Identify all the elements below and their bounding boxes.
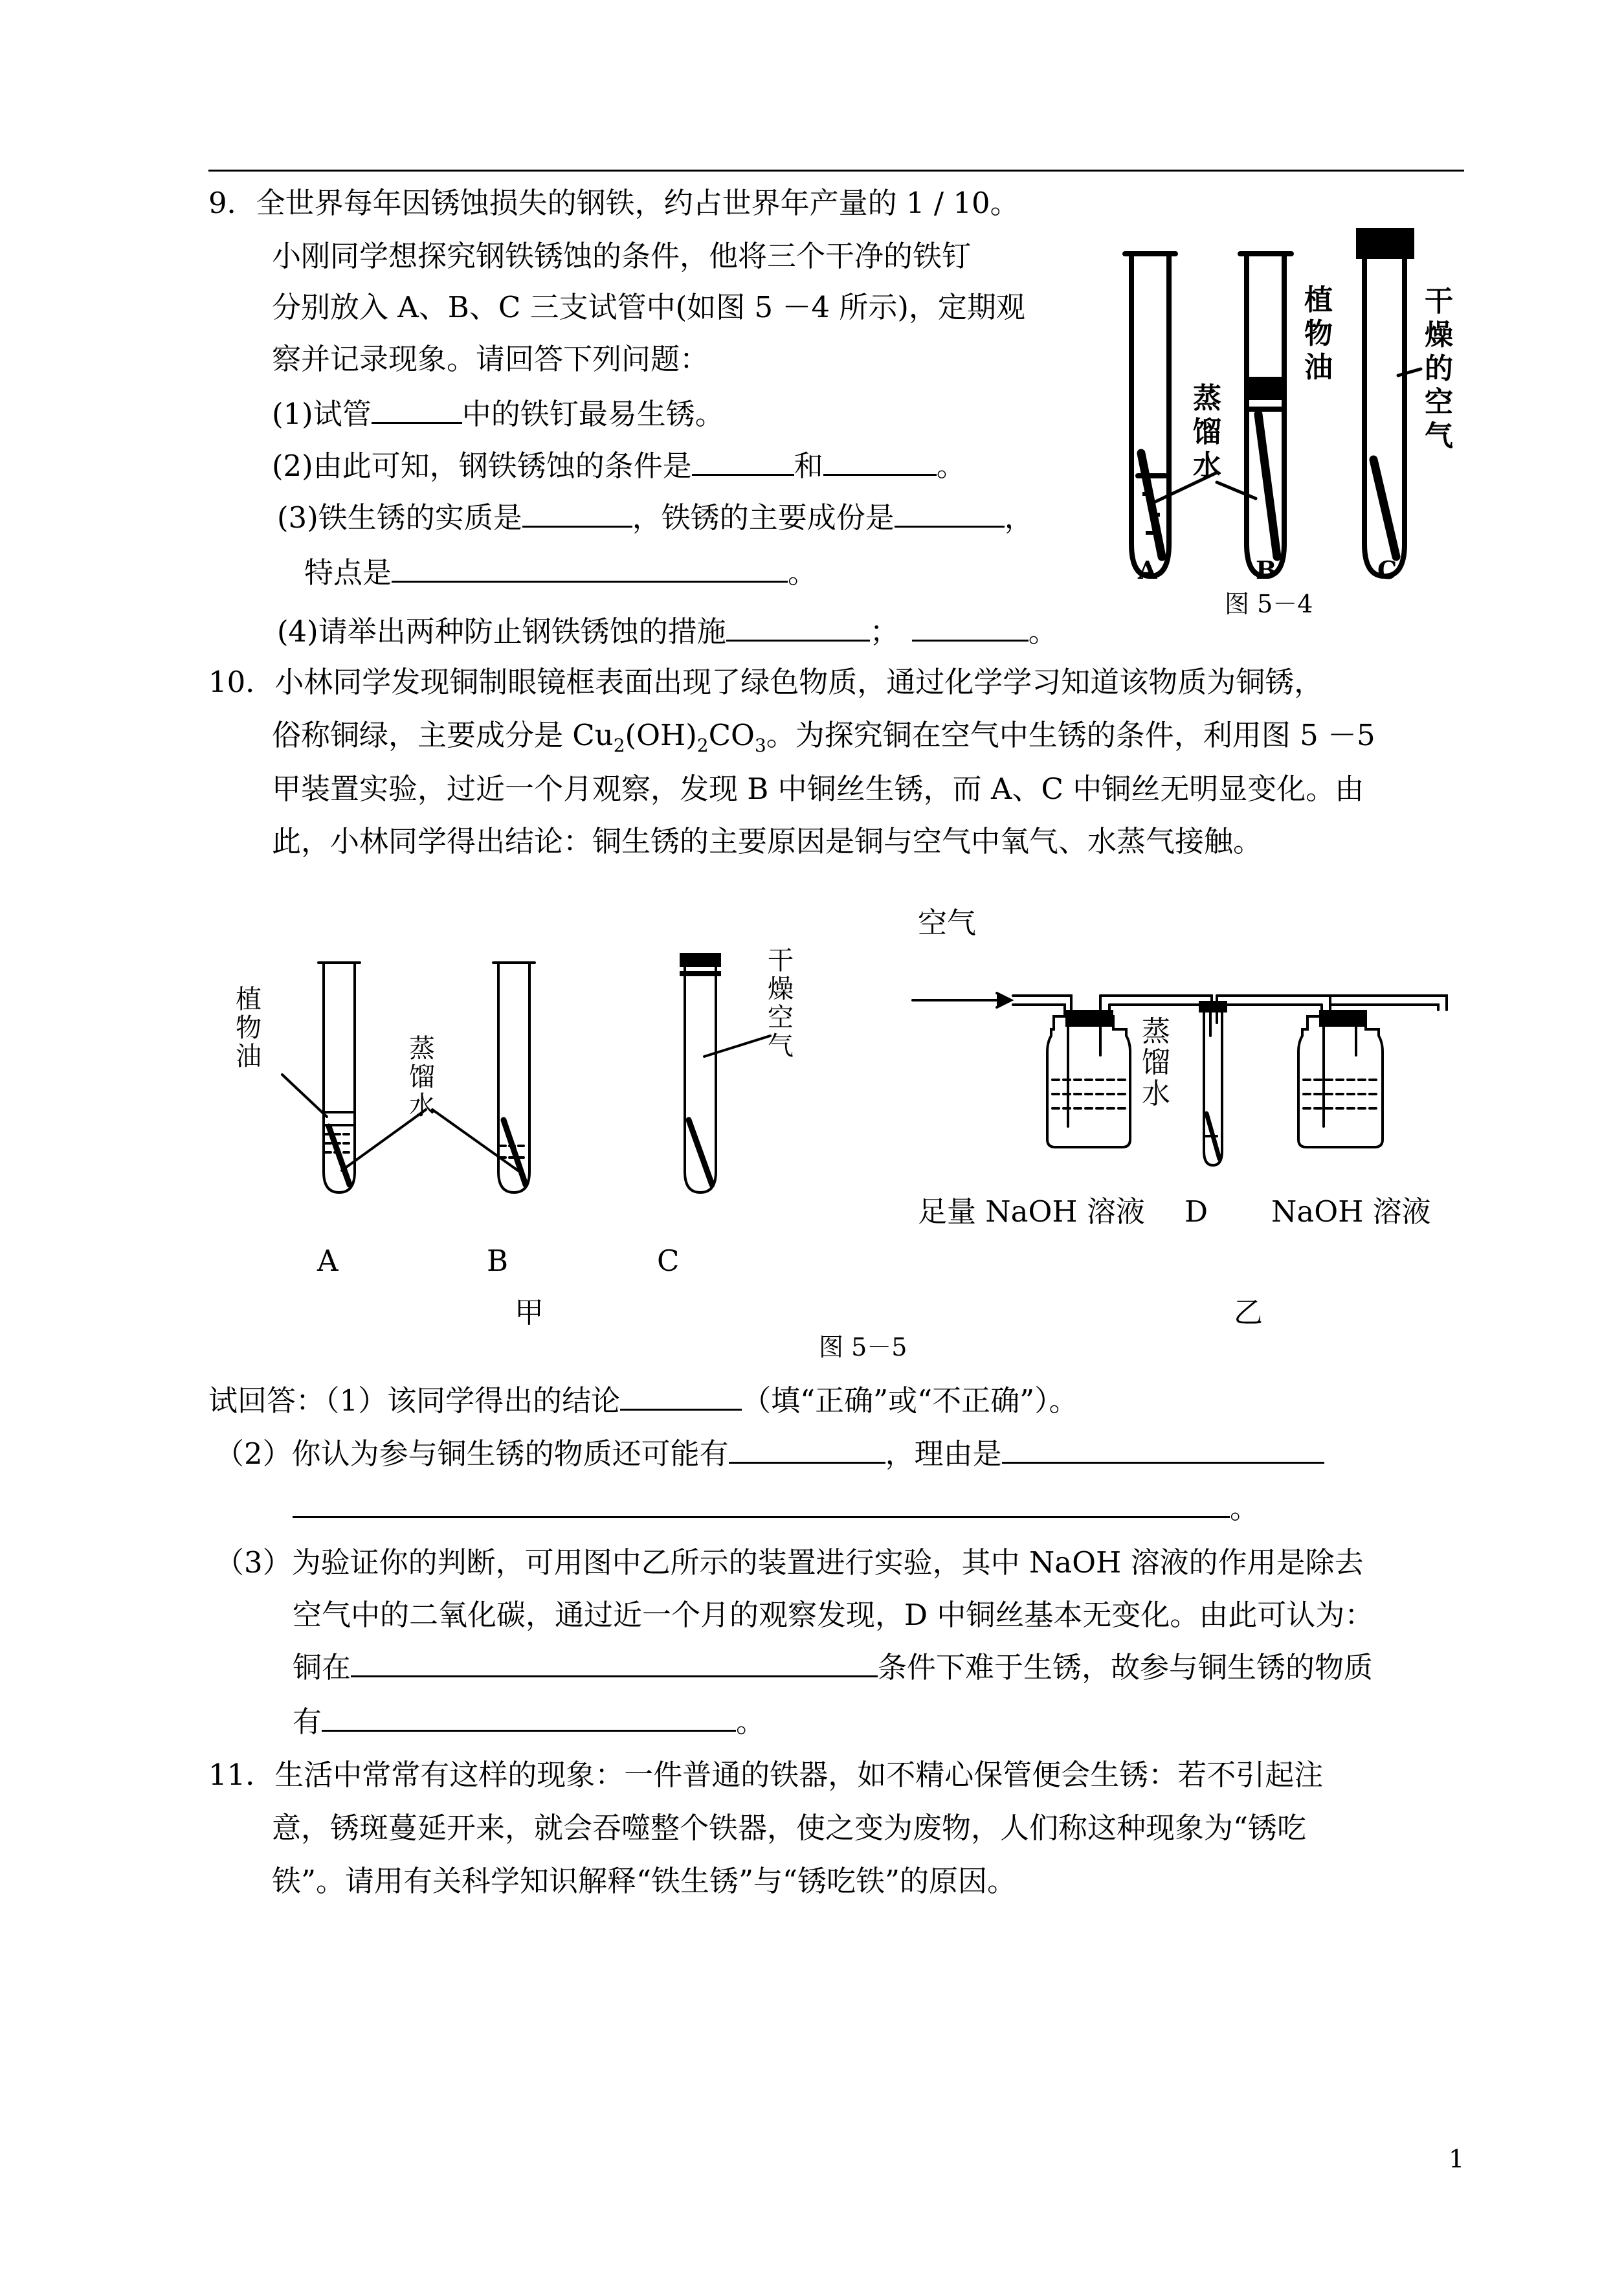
q9-stem: 9．全世界每年因锈蚀损失的钢铁，约占世界年产量的 1 / 10。 <box>208 186 1019 220</box>
q10-a2-blank2[interactable] <box>1002 1436 1324 1464</box>
q9-label-dry: 干燥的空气 <box>1425 285 1453 453</box>
q9-p4-prefix: (4)请举出两种防止钢铁锈蚀的措施 <box>277 614 726 649</box>
q10-a2-prefix: （2）你认为参与铜生锈的物质还可能有 <box>215 1437 729 1471</box>
fig55-group-yi: 乙 <box>1234 1295 1263 1330</box>
fig55-bottle-1-stopper <box>1065 1010 1113 1027</box>
q9-line3: 察并记录现象。请回答下列问题： <box>272 342 709 376</box>
q10-line4: 此，小林同学得出结论：铜生锈的主要原因是铜与空气中氧气、水蒸气接触。 <box>272 824 1263 858</box>
fig55-tube-c-label: C <box>657 1244 680 1278</box>
q11-line1: 11．生活中常常有这样的现象：一件普通的铁器，如不精心保管便会生锈：若不引起注 <box>208 1758 1324 1792</box>
fig55-tube-d-stopper <box>1199 1001 1227 1012</box>
q10-l2-a: 俗称铜绿，主要成分是 Cu <box>272 718 614 752</box>
q10-ans2 <box>215 1435 1324 1473</box>
q10-a3-blank1[interactable] <box>351 1650 878 1677</box>
fig55-tube-a-label: A <box>317 1244 339 1278</box>
q11-line3: 铁”。请用有关科学知识解释“铁生锈”与“锈吃铁”的原因。 <box>272 1864 1017 1898</box>
fig55-tube-c-stopper <box>680 953 721 967</box>
q9-p3-feature-label: 特点是 <box>304 555 392 590</box>
q9-tube-a-label: A <box>1138 555 1157 585</box>
q10-a3-prefix: 铜在 <box>293 1650 351 1684</box>
fig55-label-water-2: 蒸馏水 <box>1142 1015 1170 1110</box>
fig55-inlet-pipe-bottom <box>1013 1005 1065 1016</box>
q9-label-oil: 植物油 <box>1304 284 1333 384</box>
q9-p3-feature-end: 。 <box>788 555 818 590</box>
fig55-naoh: NaOH 溶液 <box>1271 1194 1431 1229</box>
fig55-bottle-2-stopper <box>1319 1010 1367 1027</box>
q10-line1: 10．小林同学发现铜制眼镜框表面出现了绿色物质，通过化学学习知道该物质为铜锈， <box>208 665 1324 699</box>
fig55-air-label: 空气 <box>918 906 977 940</box>
q10-a3-have: 有 <box>293 1705 322 1739</box>
fig55-tube-b-label: B <box>487 1244 509 1278</box>
fig55-bottle-2 <box>1298 1016 1383 1147</box>
q10-line3: 甲装置实验，过近一个月观察，发现 B 中铜丝生锈，而 A、C 中铜丝无明显变化。由 <box>272 772 1364 806</box>
q9-p3-mid: ，铁锈的主要成份是 <box>632 500 895 535</box>
q10-a1-prefix: 试回答：（1）该同学得出的结论 <box>208 1383 621 1418</box>
q10-l2-sub2: 2 <box>696 735 709 756</box>
q9-p2-prefix: (2)由此可知，钢铁锈蚀的条件是 <box>272 449 692 483</box>
fig55-label-water: 蒸馏水 <box>409 1034 435 1121</box>
q10-a2-blank3[interactable] <box>293 1490 1230 1518</box>
q9-line1: 小刚同学想探究钢铁锈蚀的条件，他将三个干净的铁钉 <box>272 239 972 273</box>
q10-a3-mid: 条件下难于生锈，故参与铜生锈的物质 <box>878 1650 1374 1684</box>
fig55-tube-c-wire <box>689 1120 712 1185</box>
fig55-tube-b-wire <box>504 1120 526 1185</box>
q10-ans3-line2: 空气中的二氧化碳，通过近一个月的观察发现，D 中铜丝基本无变化。由此可认为： <box>293 1598 1374 1632</box>
q9-p3-prefix: (3)铁生锈的实质是 <box>277 500 522 535</box>
fig55-bottle-1 <box>1047 1016 1130 1147</box>
fig55-naoh-excess: 足量 NaOH 溶液 <box>918 1194 1145 1229</box>
q10-a2-blank1[interactable] <box>729 1436 885 1464</box>
q10-ans3-line3 <box>293 1648 1373 1687</box>
fig55-tube-c-stopper-2 <box>680 971 721 976</box>
fig55-label-dry: 干燥空气 <box>768 946 794 1061</box>
q9-tube-b-label: B <box>1256 555 1277 585</box>
q10-ans3-line4 <box>293 1703 765 1741</box>
fig55-pipe-to-d <box>1100 996 1212 1007</box>
fig55-pipe-to-bottle-2 <box>1217 996 1330 1005</box>
q10-a3-blank2[interactable] <box>322 1704 736 1732</box>
page-number: 1 <box>1449 2145 1465 2173</box>
q9-label-water: 蒸馏水 <box>1193 382 1221 482</box>
fig55-dry-pointer <box>704 1036 770 1057</box>
q11-line2: 意，锈斑蔓延开来，就会吞噬整个铁器，使之变为废物，人们称这种现象为“锈吃 <box>272 1811 1307 1845</box>
q9-p3-end: ， <box>1004 500 1034 535</box>
q9-tube-c-label: C <box>1377 555 1397 585</box>
fig55-label-oil: 植物油 <box>236 985 261 1071</box>
q9-p1-prefix: (1)试管 <box>272 397 372 431</box>
fig55-oil-pointer <box>282 1075 327 1117</box>
q9-p4-end: 。 <box>1028 614 1058 649</box>
fig55-caption: 图 5－5 <box>819 1333 907 1361</box>
q10-l2-sub3: 3 <box>754 735 766 756</box>
fig55-group-jia: 甲 <box>515 1295 544 1330</box>
q10-l2-sub1: 2 <box>613 735 625 756</box>
q9-p4-sep: ； <box>869 614 899 649</box>
q10-a2-end: 。 <box>1230 1491 1260 1525</box>
q10-ans2-cont <box>293 1489 1259 1528</box>
q9-p2-mid: 和 <box>794 449 823 483</box>
fig55-air-arrow-head <box>997 993 1011 1007</box>
q9-line2: 分别放入 A、B、C 三支试管中(如图 5 －4 所示)，定期观 <box>272 290 1025 324</box>
q10-a3-end: 。 <box>736 1705 766 1739</box>
fig55-tube-d-label: D <box>1185 1194 1208 1229</box>
q9-p1-suffix: 中的铁钉最易生锈。 <box>462 397 724 431</box>
q9-p2-end: 。 <box>936 449 966 483</box>
q10-a2-mid: ，理由是 <box>885 1437 1002 1471</box>
q10-ans3-line1: （3）为验证你的判断，可用图中乙所示的装置进行实验，其中 NaOH 溶液的作用是除去 <box>215 1545 1364 1580</box>
q10-ans1 <box>208 1381 1078 1420</box>
q10-a1-blank[interactable] <box>620 1383 742 1411</box>
q10-l2-c: CO <box>708 718 755 752</box>
q9-figure-caption: 图 5－4 <box>1225 590 1313 618</box>
fig55-outlet-pipe <box>1330 996 1447 1010</box>
q10-l2-d: 。为探究铜在空气中生锈的条件，利用图 5 －5 <box>766 718 1375 752</box>
q10-a1-suffix: （填“正确”或“不正确”）。 <box>742 1383 1078 1418</box>
q10-l2-b: (OH) <box>625 718 697 752</box>
